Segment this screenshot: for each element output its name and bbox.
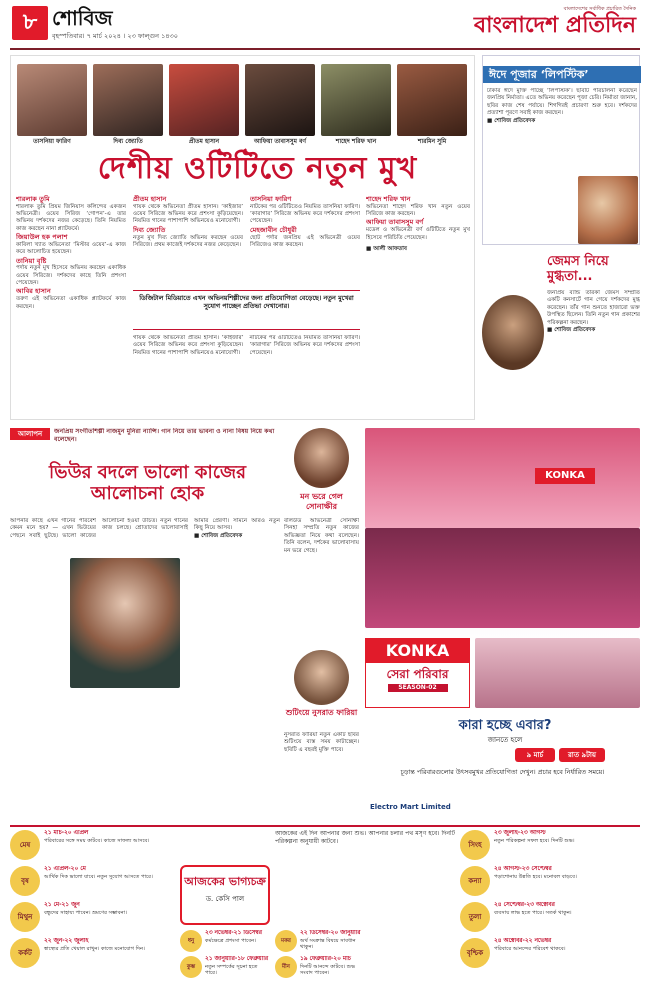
zodiac-sign-icon: ধনু [180, 930, 202, 952]
horoscope-item [10, 866, 180, 900]
sponsor-name: Electro Mart Limited [370, 803, 451, 811]
interview-intro: জনপ্রিয় সংগীতশিল্পী নাজমুন মুনিরা ন্যান্সি। গান নিয়ে তার ভাবনা ও নানা বিষয় নিয়ে কথা বলেছেন। [54, 428, 275, 443]
horoscope-item [275, 956, 365, 980]
ott-column-4 [366, 195, 470, 415]
konka-time: রাত ৯টায় [559, 748, 605, 762]
subhead: আফিয়া তাবাসসুম বর্ণ [366, 218, 424, 227]
page-header [0, 0, 650, 50]
paragraph: মডেল ও অভিনেত্রী বর্ণ ওটিটিতে নতুন মুখ হিসেবে পরিচিতি পেয়েছেন। [366, 227, 470, 241]
zodiac-sign-icon: তুলা [460, 902, 490, 932]
photo-caption: দিব্য জ্যোতি [113, 138, 143, 145]
subhead: তানিয়া বৃষ্টি [16, 256, 47, 265]
konka-brand-top: KONKA [535, 468, 595, 484]
zodiac-sign-icon: মিথুন [10, 902, 40, 932]
zodiac-sign-icon: কন্যা [460, 866, 490, 896]
portrait-photo [397, 64, 467, 136]
sonakshi-headline: মন ভরে গেল সোনাক্ষীর [300, 492, 343, 512]
paragraph: নাটকের পর ওটিটিতেও নিয়মিত তাসনিয়া ফারিণ। ‘কারাগার’ সিরিজে অভিনয় করে দর্শকদের প্রশংসা পেয়েছেন। [250, 203, 360, 225]
nusrat-photo [294, 650, 349, 705]
paragraph: ঢাকার ঈদে মুক্তি পাচ্ছে ‘লিপস্টিক’। ছবিটি পরিচালনা করেছেন জনপ্রিয় নির্মাতা। এতে অভিনয় করেছেন পূজা চেরি। নির্মাতা জানান, ছবির কাজ শেষ পর্যায়ে। শিগগিরই প্রচারণা শুরু হবে। দর্শকদের প্রত্যাশা পূরণে সবাই কাজ করছেন। [487, 88, 637, 117]
zodiac-forecast: দিনটি আনন্দে কাটবে। শুভ সংবাদ পাবেন। [300, 963, 356, 977]
horoscope-author: ড. কেসি পাল [205, 895, 245, 904]
subhead: শারলাক তুমি [16, 195, 50, 203]
horoscope-item [460, 902, 630, 936]
james-body [547, 290, 640, 418]
zodiac-forecast: ব্যবসায় লাভ হতে পারে। সতর্ক থাকুন। [494, 909, 572, 916]
zodiac-sign-icon: কুম্ভ [180, 956, 202, 978]
zodiac-sign-icon: সিংহ [460, 830, 490, 860]
portrait-photo [93, 64, 163, 136]
nusrat-story [284, 650, 359, 820]
horoscope-item [460, 938, 630, 972]
subhead: জিয়াউল হক পলাশ [16, 233, 68, 242]
james-story [482, 250, 640, 420]
ott-highlight-box: ডিজিটাল মিডিয়াতে এখন অভিনয়শিল্পীদের জন্য প্রতিযোগিতা বেড়েছে। নতুন মুখেরা সুযোগ পাচ্ছেন প্রতিভা দেখানোর। [133, 290, 360, 330]
ott-column-2 [133, 195, 243, 285]
subhead: তাসনিয়া ফারিণ [250, 195, 292, 203]
zodiac-sign-icon: মেষ [10, 830, 40, 860]
konka-question: কারা হচ্ছে এবার? [458, 718, 552, 733]
horoscope-item [275, 930, 365, 954]
subhead: শাহেদ শরিফ খান [366, 195, 411, 203]
zodiac-forecast: নতুন পরিকল্পনা সফল হবে। দিনটি শুভ। [494, 837, 575, 844]
paragraph: অভিনেতা শাহেদ শরিফ খান নতুন ওয়েব সিরিজে কাজ করছেন। [366, 203, 470, 218]
show-name: সেরা পরিবার [386, 667, 449, 681]
zodiac-date-range: ২২ ডিসেম্বর-২০ জানুয়ারি [300, 930, 361, 936]
byline: ■ শোবিজ প্রতিবেদক [547, 326, 596, 333]
zodiac-forecast: নতুন সম্পর্কের সূচনা হতে পারে। [205, 963, 258, 977]
stage-photo [365, 428, 640, 528]
portrait-photo [169, 64, 239, 136]
zodiac-forecast: অর্থ সংক্রান্ত বিষয়ে সাবধান থাকুন। [300, 937, 356, 951]
konka-brand: KONKA [366, 639, 469, 663]
james-photo [482, 295, 544, 370]
ott-headline: দেশীয় ওটিটিতে নতুন মুখ [97, 151, 418, 186]
paragraph: গায়ক থেকে অভিনেতা প্রীতম হাসান। ‘কাইজার’ ওয়েব সিরিজে অভিনয় করে প্রশংসা কুড়িয়েছেন। নিয়মিত গানের পাশাপাশি অভিনয়েও মনোযোগী। [133, 203, 243, 225]
horoscope-item [460, 830, 630, 864]
sonakshi-story [284, 428, 359, 648]
lipstick-headline: ঈদে পূজার ‘লিপস্টিক’ [483, 66, 641, 83]
zodiac-date-range: ২২ জুন-২২ জুলাই [44, 938, 89, 944]
zodiac-sign-icon: বৃষ [10, 866, 40, 896]
photo-caption: আফিয়া তাবাসসুম বর্ণ [253, 138, 307, 145]
photo-caption: তাসনিয়া ফারিণ [33, 138, 71, 145]
james-headline: জেমস নিয়ে মুগ্ধতা... [547, 254, 609, 284]
horoscope-item [10, 902, 180, 936]
horoscope-item [180, 956, 270, 980]
horoscope-title-box [180, 865, 270, 925]
ott-column-5 [133, 335, 360, 415]
nusrat-headline: শুটিংয়ে নুসরাত ফারিয়া [285, 708, 358, 717]
lipstick-photo [578, 176, 638, 244]
horoscope-intro: আজকের এই দিন আপনার জন্য শুভ। আপনার চলার পথ মসৃণ হবে। দিনটি পরিকল্পনা অনুযায়ী কাটবে। [275, 830, 455, 845]
horoscope-item [10, 830, 180, 864]
paragraph: শারলাক তুমি প্রিয়ম জিনিয়াস কলিন্দের একজন অভিনেত্রী। ওয়েব সিরিজ ‘গোপন’-এ তার অভিনয় দর্শকদের নজর কেড়েছে। তিনি নিয়মিত কাজ করছেন নানা প্ল্যাটফর্মে। [16, 203, 126, 232]
interview-label: আলাপন [10, 428, 50, 440]
subhead: মেহজাবীন চৌধুরী [250, 225, 297, 234]
nancy-photo [70, 558, 180, 688]
subhead: দিব্য জ্যোতি [133, 225, 166, 234]
konka-ad [365, 428, 640, 820]
zodiac-sign-icon: কর্কট [10, 938, 40, 968]
zodiac-forecast: পরিবারে আনন্দের পরিবেশ থাকবে। [494, 945, 566, 952]
zodiac-forecast: কর্মক্ষেত্রে প্রশংসা পাবেন। [205, 937, 257, 944]
horoscope-item [460, 866, 630, 900]
logo-name: বাংলাদেশ প্রতিদিন [473, 12, 636, 39]
ott-column-1 [16, 195, 126, 415]
sonakshi-photo [294, 428, 349, 488]
konka-date: ৯ মার্চ [515, 748, 555, 762]
portrait-photo [17, 64, 87, 136]
logo-tagline: বাংলাদেশের সর্বাধিক প্রচারিত দৈনিক [563, 6, 636, 12]
masthead-logo [474, 6, 636, 38]
zodiac-date-range: ২৪ আগস্ট-২৩ সেপ্টেম্বর [494, 866, 552, 872]
byline: ■ শোবিজ প্রতিবেদক [487, 117, 536, 124]
zodiac-forecast: পড়াশোনায় উন্নতি হবে। মনোবল বাড়বে। [494, 873, 577, 880]
horoscope-item [180, 930, 270, 954]
portrait-photo [321, 64, 391, 136]
paragraph: গায়ক থেকে অভিনেতা প্রীতম হাসান। ‘কাইজার’ ওয়েব সিরিজে অভিনয় করে প্রশংসা কুড়িয়েছেন। নিয়মিত গানের পাশাপাশি অভিনয়েও মনোযোগী। [133, 335, 244, 356]
interview-story [10, 428, 280, 820]
season-label: SEASON-02 [388, 684, 448, 692]
photo-caption: শারমিন সুমি [417, 138, 447, 145]
konka-desc: চূড়ান্ত পরিবারগুলোর উৎসবমুখর প্রতিযোগিতা দেখুন। প্রচার হবে নির্ধারিত সময়ে। [400, 768, 605, 776]
horoscope-title: আজকের ভাগ্যচক্র [184, 875, 266, 888]
paragraph: কাবিলা খ্যাত অভিনেতা ‘মিস্টার ওয়েব’-এ কাজ করে আলোচিত হয়েছেন। [16, 241, 126, 256]
portrait-photo [245, 64, 315, 136]
zodiac-date-range: ২১ এপ্রিল-২০ মে [44, 866, 86, 872]
section-title: শোবিজ [52, 6, 113, 30]
zodiac-date-range: ২১ জানুয়ারি-১৮ ফেব্রুয়ারি [205, 956, 269, 962]
nusrat-body: নুসরাত ফারিয়া নতুন একটি ছবির শুটিংয়ে ব্যস্ত সময় কাটাচ্ছেন। ছবিটি এ বছরই মুক্তি পাবে। [284, 732, 359, 753]
paragraph: নাটকের পর ওটিটিতেও নিয়মিত তাসনিয়া ফারিণ। ‘কারাগার’ সিরিজে অভিনয় করে দর্শকদের প্রশংসা পেয়েছেন। [249, 335, 360, 356]
paragraph: পর্দায় নতুন মুখ হিসেবে অভিনয় করছেন একাধিক ওয়েব সিরিজে। দর্শকদের কাছে তিনি প্রশংসা পেয়েছেন। [16, 265, 126, 287]
zodiac-forecast: আর্থিক দিক ভালো যাবে। নতুন সুযোগ আসতে পারে। [44, 873, 153, 880]
konka-logo-box [365, 638, 470, 708]
page-number: ৮ [12, 6, 48, 40]
ott-column-3 [250, 195, 360, 285]
zodiac-date-range: ২৩ নভেম্বর-২১ ডিসেম্বর [205, 930, 262, 936]
stage-photo [365, 528, 640, 628]
zodiac-date-range: ২৩ জুলাই-২৩ আগস্ট [494, 830, 546, 836]
paragraph: জনপ্রিয় ব্যান্ড তারকা জেমস সম্প্রতি একটি কনসার্টে গান গেয়ে দর্শকদের মুগ্ধ করেছেন। তাঁর গান শুনতে হাজারো ভক্ত উপস্থিত ছিলেন। তিনি নতুন গান প্রকাশের পরিকল্পনা করছেন। [547, 290, 640, 326]
paragraph: ছোট পর্দার জনপ্রিয় এই অভিনেত্রী ওয়েব সিরিজেও কাজ করছেন। [250, 234, 360, 248]
sonakshi-body: বলিউড অভিনেত্রী সোনাক্ষী সিনহা সম্প্রতি নতুন কাজের অভিজ্ঞতা নিয়ে কথা বলেছেন। তিনি বলেন, দর্শকের ভালোবাসায় মন ভরে গেছে। [284, 518, 359, 554]
zodiac-sign-icon: মীন [275, 956, 297, 978]
zodiac-date-range: ১৯ ফেব্রুয়ারি-২০ মার্চ [300, 956, 351, 962]
paragraph: নতুন মুখ দিব্য জ্যোতি অভিনয় করছেন ওয়েব সিরিজে। প্রথম কাজেই দর্শকদের নজর কেড়েছেন। [133, 234, 243, 248]
zodiac-date-range: ২৪ অক্টোবর-২২ নভেম্বর [494, 938, 552, 944]
zodiac-forecast: স্বাস্থ্যের প্রতি খেয়াল রাখুন। কাজে মনোযোগ দিন। [44, 945, 145, 952]
byline: ■ শোবিজ প্রতিবেদক [194, 532, 243, 539]
zodiac-sign-icon: বৃশ্চিক [460, 938, 490, 968]
portrait-row [17, 64, 469, 152]
photo-caption: প্রীতম হাসান [188, 138, 220, 145]
zodiac-date-range: ২১ মে-২১ জুন [44, 902, 80, 908]
subhead: আবির হাসান [16, 287, 51, 296]
issue-date: বৃহস্পতিবার। ৭ মার্চ ২০২৪ । ২৩ ফাল্গুন ১৪৩০ [52, 32, 179, 40]
family-photo [475, 638, 640, 708]
lipstick-story [482, 55, 640, 245]
zodiac-forecast: বন্ধুদের সাহায্য পাবেন। ভ্রমণের সম্ভাবনা। [44, 909, 127, 916]
subhead: প্রীতম হাসান [133, 195, 167, 203]
zodiac-sign-icon: মকর [275, 930, 297, 952]
zodiac-date-range: ২১ মার্চ-২০ এপ্রিল [44, 830, 89, 836]
konka-sub: জানতে হলে [487, 736, 523, 744]
zodiac-date-range: ২৪ সেপ্টেম্বর-২৩ অক্টোবর [494, 902, 555, 908]
paragraph: আপনার কাছে এখন গানের পরিবেশ কেমন মনে হয়? — এখন ভিউয়ের পেছনে সবাই ছুটছে। ভালো কাজের আলোচনা হওয়া উচিত। নতুন গানের কাজ চলছে। শ্রোতাদের ভালোবাসাই আমার প্রেরণা। সামনে আরও নতুন কিছু নিয়ে আসব। [10, 518, 280, 539]
byline: ■ আলী আফতাব [366, 245, 408, 252]
interview-headline: ভিউর বদলে ভালো কাজের আলোচনা হোক [49, 462, 246, 504]
horoscope-item [10, 938, 180, 972]
zodiac-forecast: পরিবারের সঙ্গে সময় কাটবে। কাজে সাফল্য আসবে। [44, 837, 150, 844]
paragraph: তরুণ এই অভিনেতা একাধিক প্ল্যাটফর্মে কাজ করছেন। [16, 296, 126, 310]
photo-caption: শাহেদ শরিফ খান [335, 138, 377, 145]
header-rule [10, 48, 640, 50]
